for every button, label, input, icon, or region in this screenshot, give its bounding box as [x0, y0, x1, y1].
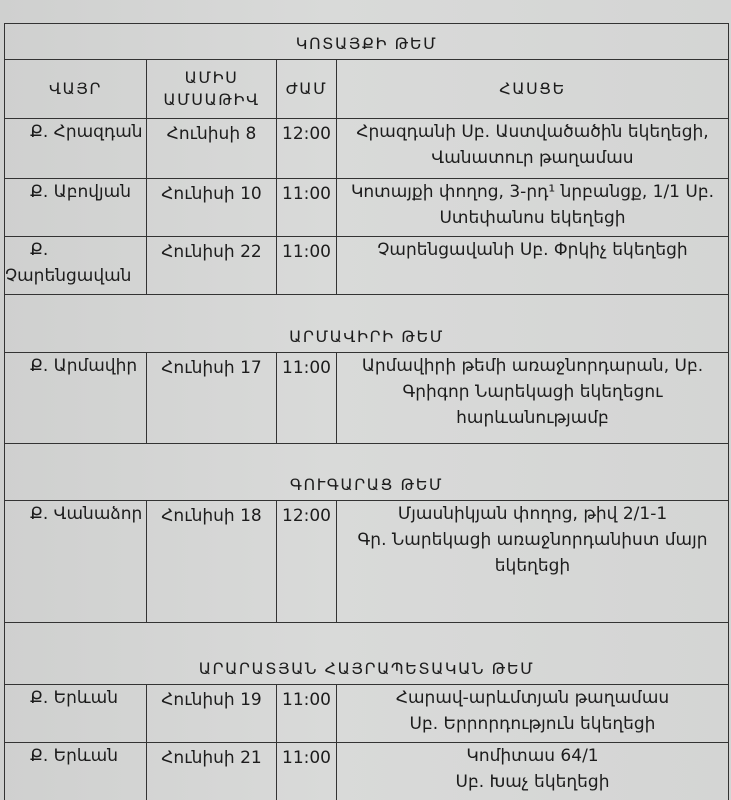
date-cell: Հունիսի 17	[147, 353, 277, 444]
address-line: Գր. Նարեկացի առաջնորդանիստ մայր	[357, 530, 708, 550]
place-cell	[5, 685, 147, 743]
schedule-table-body	[5, 0, 729, 800]
address-cell	[337, 119, 729, 179]
time-cell: 11:00	[277, 353, 337, 444]
address-line: Հրազդանի Սբ. Աստվածածին եկեղեցի,	[356, 122, 709, 142]
table-row	[5, 179, 729, 237]
place-line: Ք.	[30, 240, 49, 260]
address-cell	[337, 237, 729, 295]
section-title: ԱՐՄԱՎԻՐԻ ԹԵՄ	[5, 295, 729, 353]
place-cell	[5, 119, 147, 179]
address-cell	[337, 743, 729, 800]
table-row	[5, 353, 729, 444]
column-header-address: ՀԱՍՑԵ	[337, 60, 729, 119]
place-cell	[5, 501, 147, 623]
date-cell: Հունիսի 21	[147, 743, 277, 800]
address-line: Սբ. Երրորդություն եկեղեցի	[409, 714, 656, 734]
place-cell	[5, 353, 147, 444]
time-cell: 11:00	[277, 743, 337, 800]
column-header-date	[147, 60, 277, 119]
table-row	[5, 237, 729, 295]
column-header-row	[5, 60, 729, 119]
time-cell: 12:00	[277, 119, 337, 179]
address-cell	[337, 501, 729, 623]
place-cell	[5, 237, 147, 295]
address-line: Չարենցավանի Սբ. Փրկիչ եկեղեցի	[377, 240, 688, 260]
address-line: Կոմիտաս 64/1	[466, 746, 599, 766]
place-line: Ք. Աբովյան	[30, 182, 131, 202]
address-line: Արմավիրի թեմի առաջնորդարան, Սբ.	[361, 356, 704, 376]
address-cell	[337, 685, 729, 743]
table-row	[5, 119, 729, 179]
address-line: Սբ. Խաչ եկեղեցի	[455, 772, 610, 792]
address-line: Հարավ-արևմտյան թաղամաս	[395, 688, 670, 708]
table-row	[5, 501, 729, 623]
date-cell: Հունիսի 19	[147, 685, 277, 743]
section-title: ԱՐԱՐԱՏՅԱՆ ՀԱՅՐԱՊԵՏԱԿԱՆ ԹԵՄ	[5, 623, 729, 685]
date-cell: Հունիսի 10	[147, 179, 277, 237]
section-title: ԿՈՏԱՅՔԻ ԹԵՄ	[5, 24, 729, 60]
address-line: Կոտայքի փողոց, 3-րդ¹ նրբանցք, 1/1 Սբ.	[350, 182, 715, 202]
address-cell	[337, 353, 729, 444]
place-line: Չարենցավան	[5, 266, 132, 286]
place-cell	[5, 179, 147, 237]
column-header-place: ՎԱՅՐ	[5, 60, 147, 119]
address-line: հարևանությամբ	[456, 408, 609, 428]
place-line: Ք. Երևան	[30, 688, 119, 708]
time-cell: 11:00	[277, 237, 337, 295]
place-line: Ք. Հրազդան	[30, 122, 143, 142]
address-line: Գրիգոր Նարեկացի եկեղեցու	[402, 382, 663, 402]
table-row	[5, 743, 729, 800]
table-row	[5, 685, 729, 743]
section-header-row	[5, 24, 729, 60]
column-header-date-line2: ԱՄՍԱԹԻՎ	[163, 90, 260, 109]
place-line: Ք. Արմավիր	[30, 356, 138, 376]
address-line: Ստեփանոս եկեղեցի	[439, 208, 626, 228]
address-line: Մյասնիկյան փողոց, թիվ 2/1-1	[397, 504, 668, 524]
schedule-table	[4, 0, 729, 800]
section-header-row	[5, 623, 729, 685]
column-header-date-line1: ԱՄԻՍ	[184, 68, 239, 87]
place-line: Ք. Երևան	[30, 746, 119, 766]
place-line: Ք. Վանաձոր	[30, 504, 143, 524]
section-header-row	[5, 295, 729, 353]
section-header-row	[5, 444, 729, 501]
date-cell: Հունիսի 18	[147, 501, 277, 623]
time-cell: 11:00	[277, 685, 337, 743]
section-title: ԳՈՒԳԱՐԱՑ ԹԵՄ	[5, 444, 729, 501]
date-cell: Հունիսի 22	[147, 237, 277, 295]
column-header-time: ԺԱՄ	[277, 60, 337, 119]
address-line: եկեղեցի	[494, 556, 571, 576]
address-line: Վանատուր թաղամաս	[431, 148, 634, 168]
date-cell: Հունիսի 8	[147, 119, 277, 179]
time-cell: 11:00	[277, 179, 337, 237]
time-cell: 12:00	[277, 501, 337, 623]
place-cell	[5, 743, 147, 800]
top-border-row	[5, 0, 729, 24]
address-cell	[337, 179, 729, 237]
